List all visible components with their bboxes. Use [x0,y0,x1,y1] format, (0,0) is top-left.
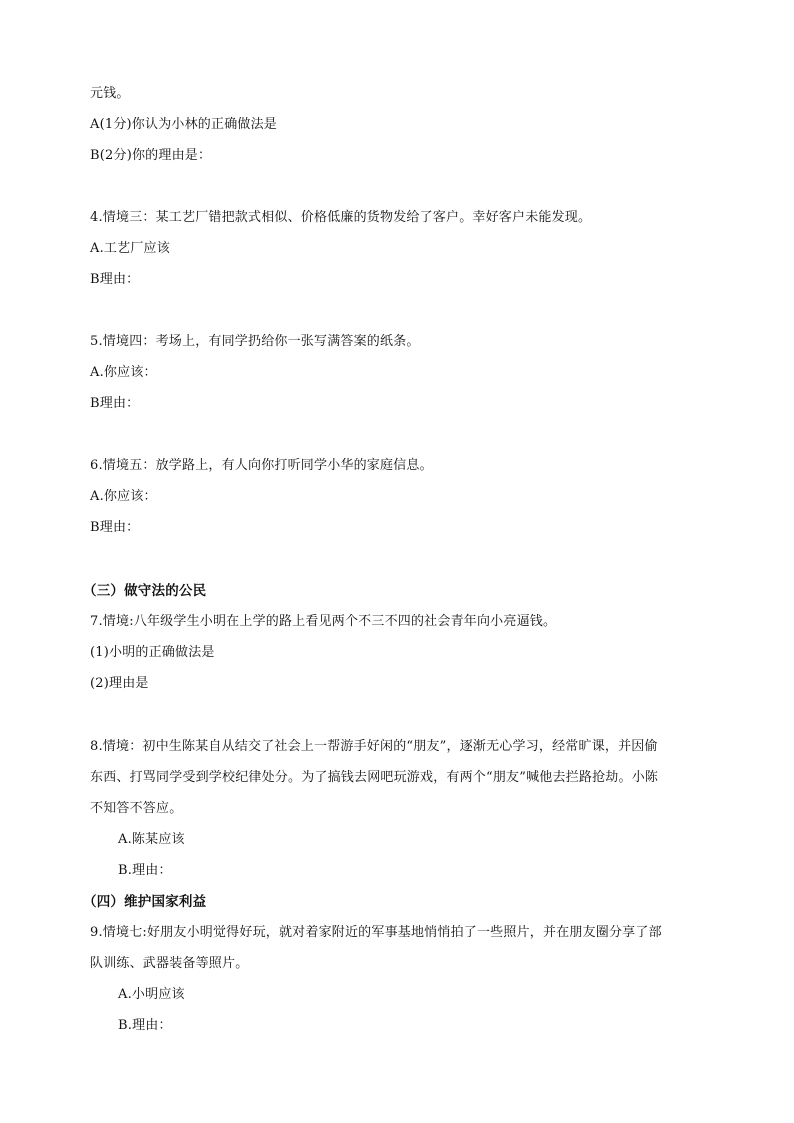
question-line: 7.情境:八年级学生小明在上学的路上看见两个不三不四的社会青年向小亮逼钱。 [90,614,557,629]
text-line: B(2分)你的理由是： [90,148,212,163]
answer-line: A.工艺厂应该 [90,241,170,256]
question-line: 4.情境三：某工艺厂错把款式相似、价格低廉的货物发给了客户。幸好客户未能发现。 [90,210,592,225]
question-line: 东西、打骂同学受到学校纪律处分。为了搞钱去网吧玩游戏，有两个“朋友”喊他去拦路抢劫。小陈 [90,770,659,785]
section-heading: （三）做守法的公民 [83,583,207,599]
question-line: 5.情境四：考场上，有同学扔给你一张写满答案的纸条。 [90,334,420,349]
section-heading: （四）维护国家利益 [83,894,207,910]
question-line: 8.情境：初中生陈某自从结交了社会上一帮游手好闲的“朋友”，逐渐无心学习，经常旷课，并因偷 [90,739,658,754]
text-line: 元钱。 [90,86,130,101]
answer-line: B.理由： [118,863,172,878]
text-line: A(1分)你认为小林的正确做法是 [90,117,278,132]
answer-line: B理由： [90,520,140,535]
answer-line: B理由： [90,272,140,287]
question-line: 队训练、武器装备等照片。 [90,956,249,971]
question-line: 9.情境七:好朋友小明觉得好玩，就对着家附近的军事基地悄悄拍了一些照片，并在朋友圈分享了部 [90,925,662,940]
answer-line: A.陈某应该 [118,832,185,847]
question-line: 6.情境五：放学路上，有人向你打听同学小华的家庭信息。 [90,458,433,473]
answer-line: (2)理由是 [90,676,149,691]
answer-line: B.理由： [118,1018,172,1033]
answer-line: (1)小明的正确做法是 [90,645,215,660]
question-line: 不知答不答应。 [90,801,183,816]
answer-line: A.你应该： [90,365,157,380]
answer-line: B理由： [90,396,140,411]
answer-line: A.小明应该 [118,987,185,1002]
answer-line: A.你应该： [90,489,157,504]
